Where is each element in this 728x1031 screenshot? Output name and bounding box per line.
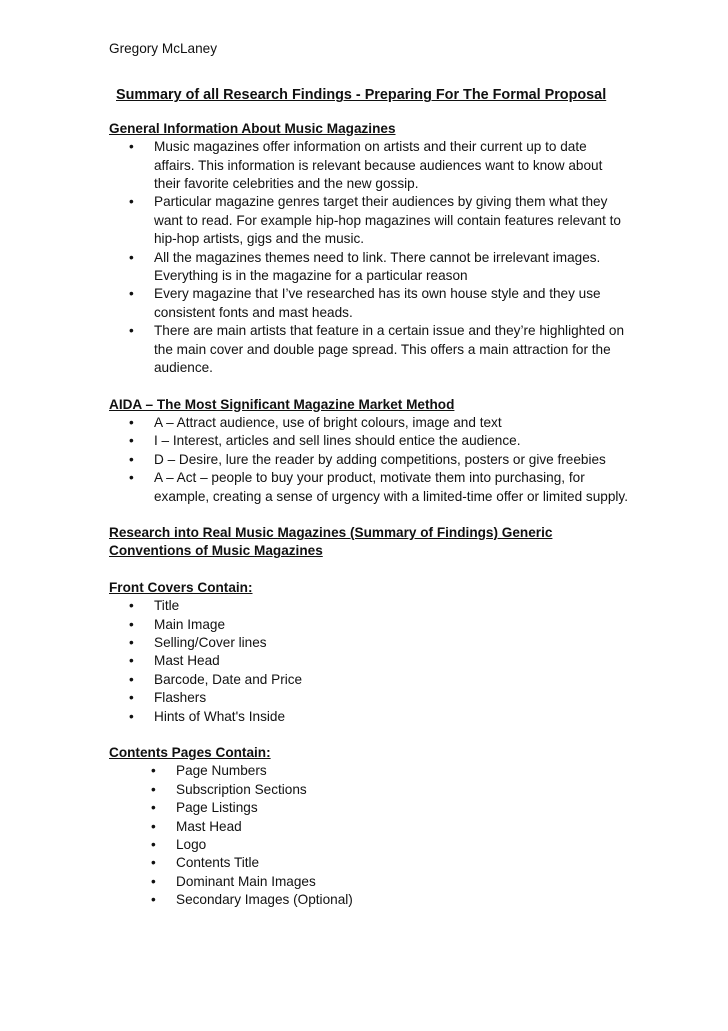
list-item: • Particular magazine genres target their audiences by giving them what they want to read. For example hip-hop magazines will contain features relevant to hip-hop artists, gigs and the music. [129, 194, 621, 247]
list-item: • Flashers [109, 689, 629, 707]
list-item: • Mast Head [109, 652, 629, 670]
bullet-icon: • [129, 634, 134, 650]
aida-list [109, 414, 629, 506]
bullet-icon: • [129, 433, 134, 449]
bullet-icon: • [151, 763, 156, 779]
spacer [109, 561, 629, 579]
bullet-icon: • [129, 414, 134, 430]
bullet-icon: • [151, 837, 156, 853]
general-info-heading: General Information About Music Magazines [109, 120, 396, 136]
list-item: • All the magazines themes need to link. There cannot be irrelevant images. Everything is in the magazine for a particular reason [129, 249, 601, 284]
list-item: • Barcode, Date and Price [109, 671, 629, 689]
bullet-icon: • [129, 653, 134, 669]
bullet-icon: • [129, 671, 134, 687]
list-item: • Hints of What's Inside [109, 708, 629, 726]
bullet-icon: • [129, 139, 134, 155]
list-item: • Subscription Sections [109, 781, 629, 799]
bullet-icon: • [151, 781, 156, 797]
list-item: • Selling/Cover lines [109, 634, 629, 652]
bullet-icon: • [129, 194, 134, 210]
bullet-icon: • [129, 286, 134, 302]
front-covers-heading: Front Covers Contain: [109, 579, 253, 595]
list-item: • Mast Head [109, 818, 629, 836]
bullet-icon: • [129, 470, 134, 486]
bullet-icon: • [151, 855, 156, 871]
aida-heading: AIDA – The Most Significant Magazine Market Method [109, 396, 455, 412]
list-item: • Contents Title [109, 854, 629, 872]
bullet-icon: • [129, 249, 134, 265]
bullet-icon: • [151, 873, 156, 889]
list-item: • A – Act – people to buy your product, motivate them into purchasing, for example, creating a sense of urgency with a limited-time offer or limited supply. [129, 470, 628, 504]
bullet-icon: • [129, 690, 134, 706]
research-heading: Research into Real Music Magazines (Summary of Findings) Generic Conventions of Music Magazines [109, 524, 553, 559]
list-item: • Page Numbers [109, 762, 629, 780]
list-item: • There are main artists that feature in a certain issue and they’re highlighted on the main cover and double page spread. This offers a main attraction for the audience. [129, 323, 625, 376]
list-item: • I – Interest, articles and sell lines should entice the audience. [109, 432, 629, 450]
front-covers-list [109, 597, 629, 726]
bullet-icon: • [129, 451, 134, 467]
list-item: • Page Listings [109, 799, 629, 817]
bullet-icon: • [129, 598, 134, 614]
list-item: • D – Desire, lure the reader by adding competitions, posters or give freebies [109, 451, 629, 469]
author-name: Gregory McLaney [109, 41, 218, 56]
list-item: • Music magazines offer information on artists and their current up to date affairs. This information is relevant because audiences want to know about their favorite celebrities and the new gossip. [129, 139, 603, 192]
bullet-icon: • [129, 323, 134, 339]
bullet-icon: • [129, 708, 134, 724]
document-page [109, 40, 629, 928]
list-item: • A – Attract audience, use of bright colours, image and text [109, 414, 629, 432]
bullet-icon: • [129, 616, 134, 632]
bullet-icon: • [151, 818, 156, 834]
document-title: Summary of all Research Findings - Preparing For The Formal Proposal [116, 87, 607, 104]
list-item: • Logo [109, 836, 629, 854]
bullet-icon: • [151, 800, 156, 816]
bullet-icon: • [151, 892, 156, 908]
list-item: • Every magazine that I’ve researched has its own house style and they use consistent fonts and mast heads. [129, 286, 601, 320]
list-item: • Main Image [109, 616, 629, 634]
list-item: • Dominant Main Images [109, 873, 629, 891]
list-item: • Title [109, 597, 629, 615]
contents-pages-list [109, 762, 629, 909]
contents-pages-heading: Contents Pages Contain: [109, 745, 271, 760]
general-info-list [109, 138, 629, 377]
list-item: • Secondary Images (Optional) [109, 891, 629, 909]
